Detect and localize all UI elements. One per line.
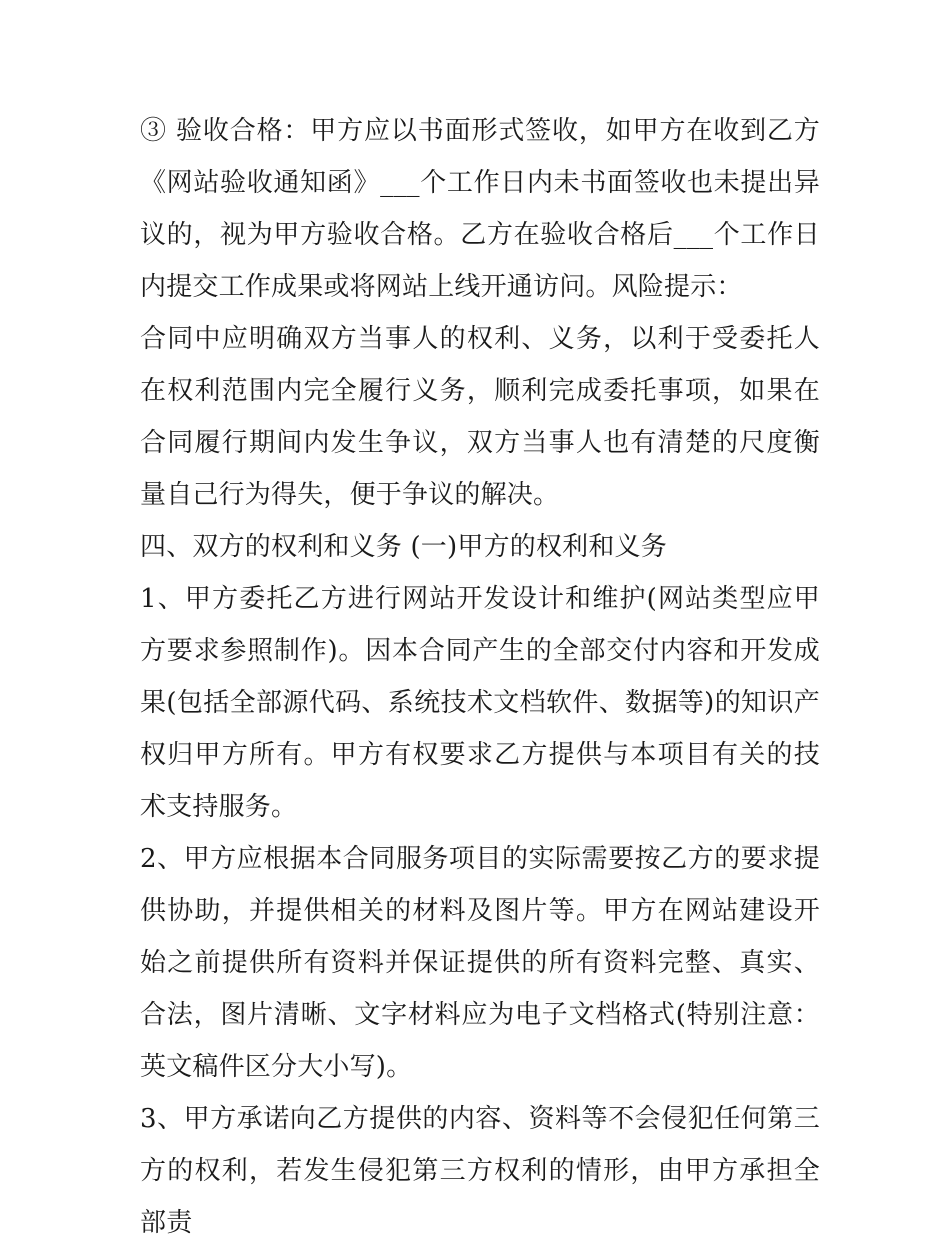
paragraph-clause-3: 3、甲方承诺向乙方提供的内容、资料等不会侵犯任何第三方的权利，若发生侵犯第三方权利的情形，由甲方承担全部责 [140, 1104, 820, 1238]
paragraph-acceptance: ③ 验收合格：甲方应以书面形式签收，如甲方在收到乙方《网站验收通知函》___个工作日内未书面签收也未提出异议的，视为甲方验收合格。乙方在验收合格后___个工作日内提交工作成果或将网站上线开通访问。风险提示： [140, 116, 820, 302]
section-heading-rights-obligations: 四、双方的权利和义务 (一)甲方的权利和义务 [140, 532, 667, 562]
paragraph-clause-2: 2、甲方应根据本合同服务项目的实际需要按乙方的要求提供协助，并提供相关的材料及图片等。甲方在网站建设开始之前提供所有资料并保证提供的所有资料完整、真实、合法，图片清晰、文字材料应为电子文档格式(特别注意：英文稿件区分大小写)。 [140, 844, 820, 1082]
paragraph-clause-1: 1、甲方委托乙方进行网站开发设计和维护(网站类型应甲方要求参照制作)。因本合同产生的全部交付内容和开发成果(包括全部源代码、系统技术文档软件、数据等)的知识产权归甲方所有。甲方有权要求乙方提供与本项目有关的技术支持服务。 [140, 584, 820, 822]
paragraph-risk-note: 合同中应明确双方当事人的权利、义务，以利于受委托人在权利范围内完全履行义务，顺利完成委托事项，如果在合同履行期间内发生争议，双方当事人也有清楚的尺度衡量自己行为得失，便于争议的解决。 [140, 324, 820, 510]
document-body [140, 105, 820, 1249]
